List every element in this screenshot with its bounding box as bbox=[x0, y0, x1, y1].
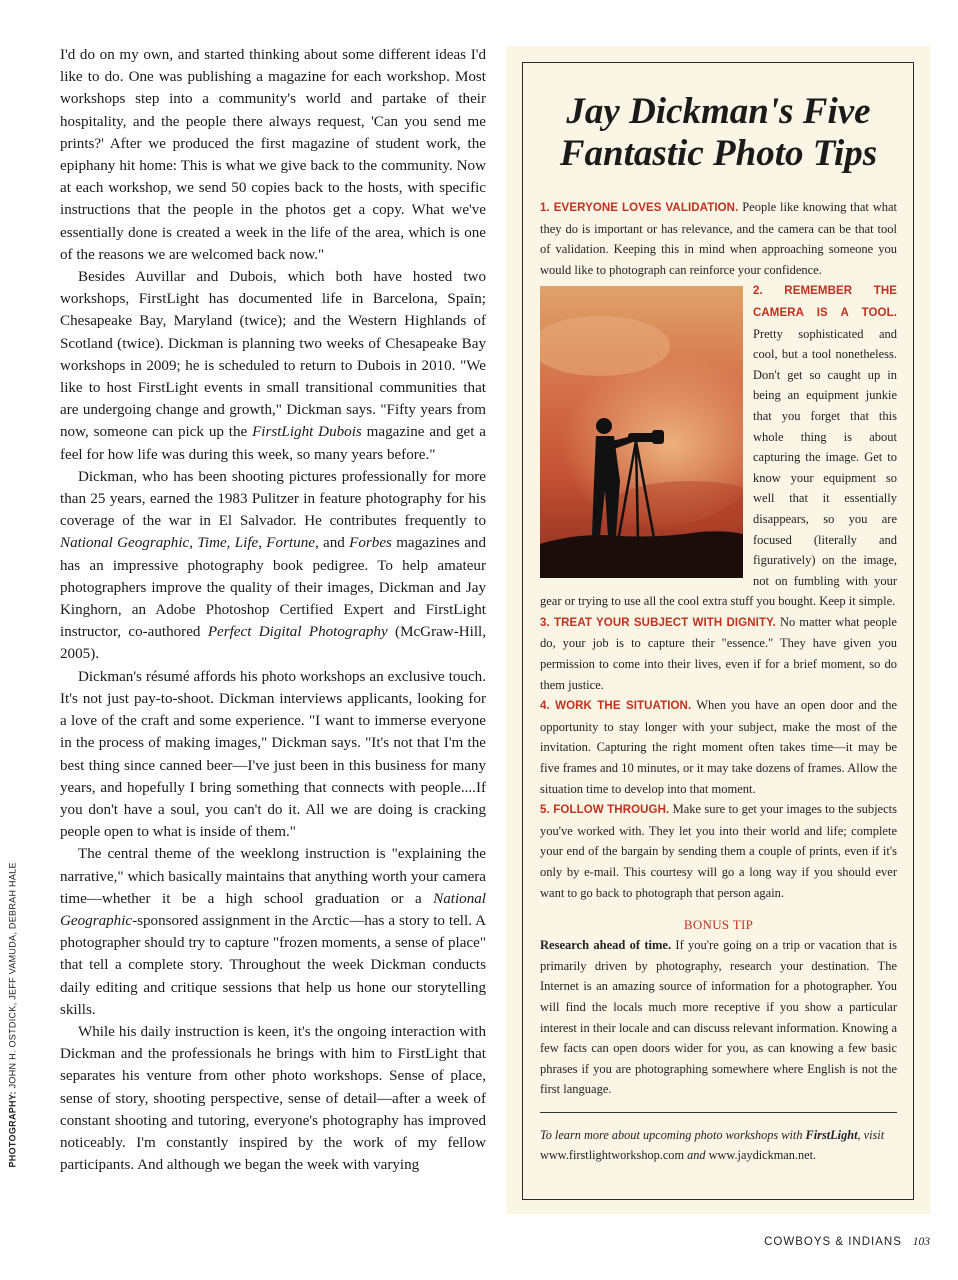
sidebar-title: Jay Dickman's Five Fantastic Photo Tips bbox=[559, 91, 878, 174]
magazine-name: COWBOYS & INDIANS bbox=[764, 1236, 902, 1248]
tips-sidebar bbox=[522, 62, 914, 1200]
paragraph: Dickman's résumé affords his photo workshops an exclusive touch. It's not just pay-to-shoot. Dickman interviews applicants, looking for a love of the craft and some experience. "I want to immerse everyone in the process of making images," Dickman says. "It's not that I'm the best thing since canned beer—I've just been in this business for many years, and hopefully I bring something that connects with people....If you don't have a soul, you can't do it. All we are doing is cracking people open to what is inside of them." bbox=[60, 668, 486, 841]
page-folio bbox=[764, 1236, 930, 1248]
page-number: 103 bbox=[912, 1236, 930, 1248]
photographer-silhouette-photo bbox=[540, 286, 743, 578]
paragraph: While his daily instruction is keen, it's the ongoing interaction with Dickman and the professionals he brings with him to FirstLight that separates his venture from other photo workshops. Sense of place, sense of story, shooting perspective, sense of detail—after a week of constant shooting and tutoring, everyone's photography has improved noticeably. I'm constantly inspired by the work of my fellow participants. And although we began the week with varying bbox=[60, 1023, 486, 1174]
tip-4: 4. WORK THE SITUATION. When you have an open door and the opportunity to stay longer with your subject, make the most of the invitation. Capturing the right moment often takes time—it may be five frames and 10 minutes, or it may take dozens of frames. Allow the situation time to develop into that moment. bbox=[540, 698, 897, 796]
article-body bbox=[60, 44, 486, 1176]
photo-credit bbox=[7, 862, 18, 1168]
dickman-url-link[interactable]: www.jaydickman.net bbox=[708, 1147, 814, 1162]
workshop-info-note: To learn more about upcoming photo workshops with FirstLight, visit www.firstlightworkshop.com and www.jaydickman.net. bbox=[540, 1127, 885, 1162]
divider bbox=[540, 1112, 897, 1113]
tip-1: 1. EVERYONE LOVES VALIDATION. People like knowing that what they do is important or has relevance, and the camera can be that tool of validation. Keeping this in mind when approaching someone you would like to photograph can reinforce your confidence. bbox=[540, 200, 897, 277]
paragraph: Besides Auvillar and Dubois, which both have hosted two workshops, FirstLight has documented life in Barcelona, Spain; Chesapeake Bay, Maryland (twice); and the Western Highlands of Scotland (twice). Dickman is planning two weeks of Chesapeake Bay workshops in 2009; he is scheduled to return to Dubois in 2010. "We like to host FirstLight events in small transitional communities that are undergoing change and growth," Dickman says. "Fifty years from now, someone can pick up the FirstLight Dubois magazine and get a feel for how life was during this week, so many years before." bbox=[60, 269, 486, 463]
tip-3: 3. TREAT YOUR SUBJECT WITH DIGNITY. No matter what people do, your job is to capture their "essence." They have given you permission to come into their lives, even if for a brief moment, so do them justice. bbox=[540, 614, 897, 692]
tips-list bbox=[540, 197, 897, 903]
bonus-tip-body: Research ahead of time. If you're going on a trip or vacation that is primarily driven by photography, research your destination. The Internet is an amazing source of information for a photographer. You will find the locals much more receptive if you show a particular interest in their locale and can discuss relevant information. Knowing a few facts can open doors wider for you, as can knowing a few basic phrases if you are photographing somewhere where English is not the first language. bbox=[540, 938, 897, 1097]
bonus-tip-title: BONUS TIP bbox=[683, 917, 754, 933]
paragraph: I'd do on my own, and started thinking about some different ideas I'd like to do. One was publishing a magazine for each workshop. Most workshops step into a community's world and partake of their hospitality, and the people there always request, 'Can you send me prints?' After we produced the first magazine of student work, the epiphany hit home: This is what we give back to the community. Now at each workshop, we send 50 copies back to the hosts, with specific instructions that the people in the photos get a copy. What we've essentially done is created a week in the life of the area, which is one of the reasons we are welcomed back now." bbox=[60, 47, 486, 263]
paragraph: Dickman, who has been shooting pictures professionally for more than 25 years, earned the 1983 Pulitzer in feature photography for his coverage of the war in El Salvador. He contributes frequently to National Geographic, Time, Life, Fortune, and Forbes magazines and has an impressive photography book pedigree. To help amateur photographers improve the quality of their images, Dickman and Jay Kinghorn, an Adobe Photoshop Certified Expert and FirstLight instructor, co-authored Perfect Digital Photography (McGraw-Hill, 2005). bbox=[60, 468, 486, 663]
photo-credit-names: JOHN H. OSTDICK, JEFF VAMUDA, DEBRAH HALE bbox=[7, 862, 18, 1089]
paragraph: The central theme of the weeklong instruction is "explaining the narrative," which basically maintains that anything worth your camera time—whether it be a high school graduation or a National Geographic-sponsored assignment in the Arctic—has a story to tell. A photographer should try to capture "frozen moments, a sense of place" that tell a complete story. Throughout the week Dickman conducts daily editing and critique sessions that help us hone our storytelling skills. bbox=[60, 846, 486, 1018]
tip-2: 2. REMEMBER THE CAMERA IS A TOOL. Pretty sophisticated and cool, but a tool nonetheless. Don't get so caught up in being an equipment junkie that you forget that this whole thing is about capturing the image. Get to know your equipment so well that it essentially disappears, so you are focused (literally and figuratively) on the image, not on fumbling with your gear or trying to use all the cool extra stuff you bought. Keep it simple. bbox=[540, 280, 897, 612]
tip-5: 5. FOLLOW THROUGH. Make sure to get your images to the subjects you've worked with. They let you into their world and life; complete your end of the bargain by sending them a couple of prints, even if it's only by e-mail. This courtesy will go a long way if you should ever want to go back to photograph that person again. bbox=[540, 802, 897, 900]
photo-credit-label: PHOTOGRAPHY: bbox=[7, 1091, 18, 1168]
workshop-url-link[interactable]: www.firstlightworkshop.com bbox=[540, 1147, 685, 1162]
